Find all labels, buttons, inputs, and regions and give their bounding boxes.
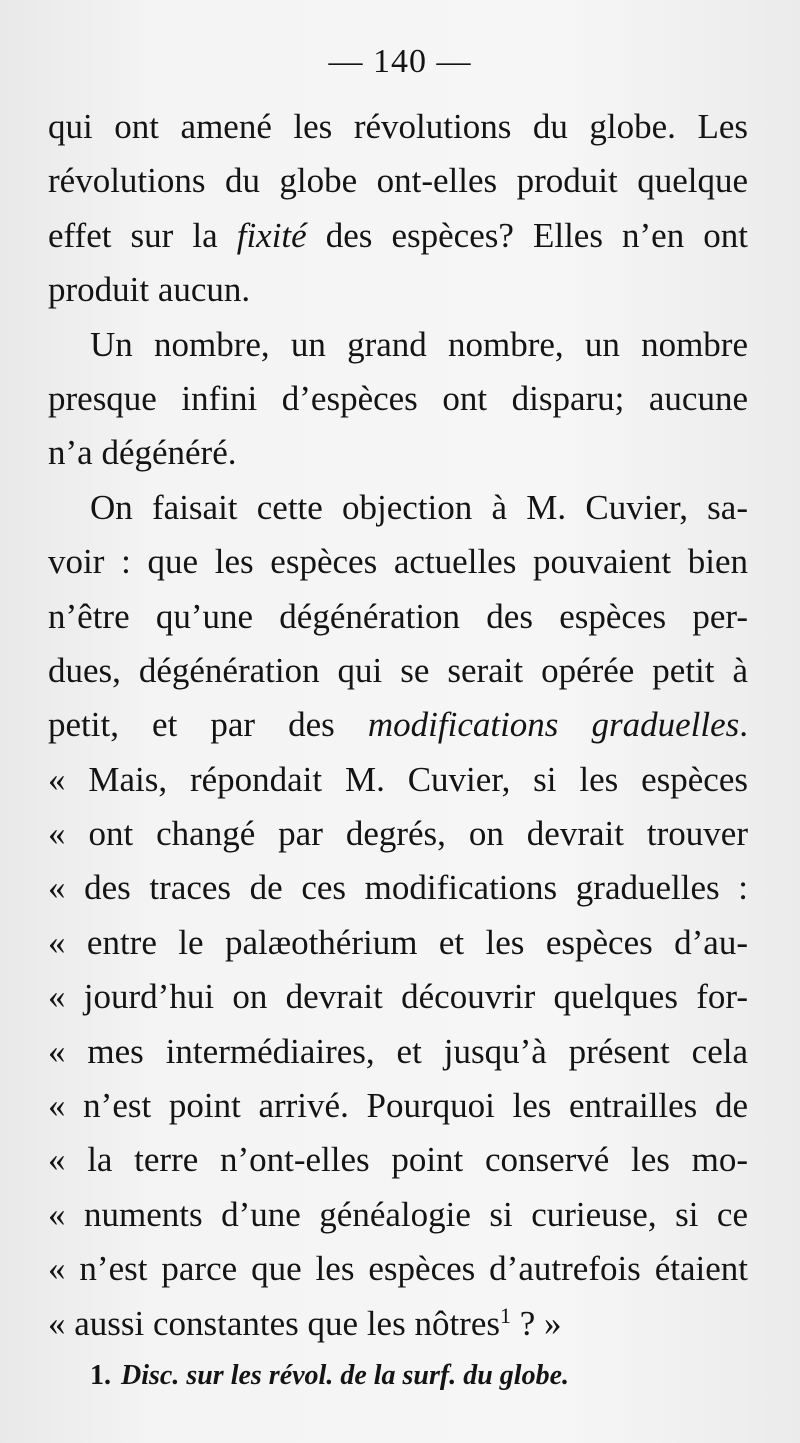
text-line: produit aucun. bbox=[48, 270, 251, 310]
text-span: effet sur la bbox=[48, 215, 237, 255]
quote-line: « des traces de ces modifications graduelles : bbox=[48, 868, 748, 908]
text-line: Un nombre, un grand nombre, un nombre bbox=[90, 324, 748, 364]
text-span: petit, et par des bbox=[48, 705, 368, 745]
quote-line: « n’est point arrivé. Pourquoi les entrailles de bbox=[48, 1086, 748, 1126]
footnote-number: 1. bbox=[90, 1360, 111, 1391]
quote-line: « n’est parce que les espèces d’autrefois étaient bbox=[48, 1249, 748, 1289]
italic-word: fixité bbox=[236, 215, 307, 255]
text-span: des espèces? Elles n’en ont bbox=[306, 215, 748, 255]
quote-line: « entre le palæothérium et les espèces d’au- bbox=[48, 922, 748, 962]
quote-line: « numents d’une généalogie si curieuse, si ce bbox=[48, 1194, 748, 1234]
quote-line: « jourd’hui on devrait découvrir quelques for- bbox=[48, 977, 748, 1017]
quote-line: « Mais, répondait M. Cuvier, si les espèces bbox=[48, 759, 748, 799]
italic-phrase: modifications graduelles bbox=[367, 705, 740, 745]
text-line: révolutions du globe ont-elles produit quelque bbox=[48, 161, 748, 201]
page-number: — 140 — bbox=[328, 43, 472, 80]
body-text bbox=[48, 100, 748, 1351]
text-line: dues, dégénération qui se serait opérée petit à bbox=[48, 650, 748, 690]
quote-line: « la terre n’ont-elles point conservé les mo- bbox=[48, 1140, 748, 1180]
text-line: voir : que les espèces actuelles pouvaient bien bbox=[48, 542, 748, 582]
footnote bbox=[90, 1356, 569, 1396]
text-line: presque infini d’espèces ont disparu; aucune bbox=[48, 378, 748, 418]
quote-line: « ont changé par degrés, on devrait trouver bbox=[48, 814, 748, 854]
text-line bbox=[48, 209, 748, 263]
text-line: n’être qu’une dégénération des espèces per- bbox=[48, 596, 748, 636]
text-line: n’a dégénéré. bbox=[48, 433, 237, 473]
text-span: . bbox=[739, 705, 749, 745]
text-span: « aussi constantes que les nôtres bbox=[48, 1303, 500, 1343]
text-line bbox=[48, 698, 748, 752]
footnote-reference: 1 bbox=[500, 1302, 511, 1328]
quote-line: « mes intermédiaires, et jusqu’à présent cela bbox=[48, 1031, 748, 1071]
text-line: qui ont amené les révolutions du globe. Les bbox=[48, 107, 748, 146]
text-span: ? » bbox=[511, 1303, 562, 1343]
footnote-text: Disc. sur les révol. de la surf. du globe. bbox=[121, 1360, 569, 1391]
quote-line bbox=[48, 1297, 748, 1351]
text-line: On faisait cette objection à M. Cuvier, sa- bbox=[90, 487, 748, 527]
